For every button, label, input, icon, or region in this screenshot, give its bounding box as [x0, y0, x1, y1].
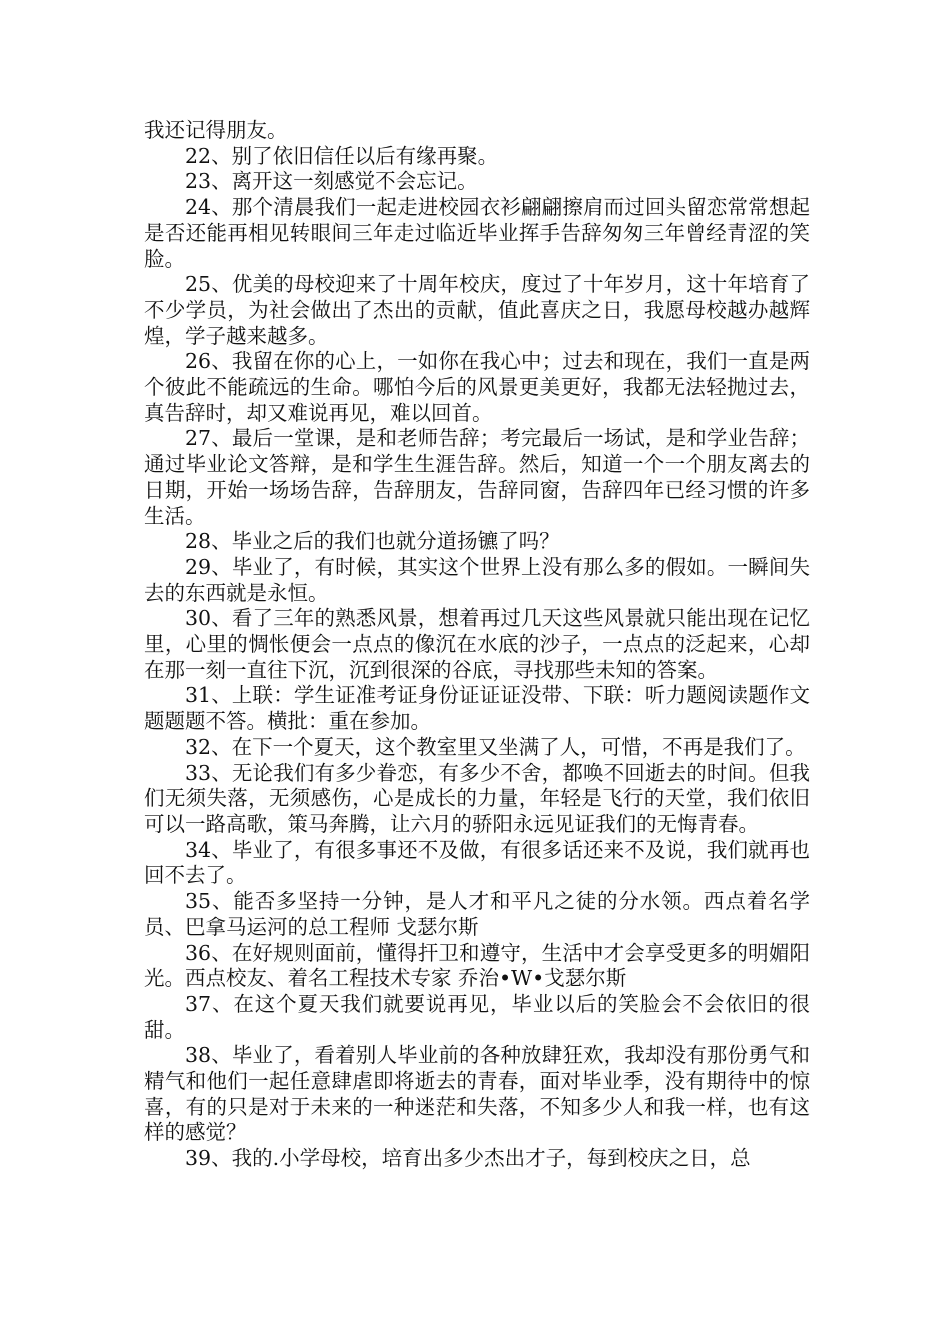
paragraph-34: 34、毕业了，有很多事还不及做，有很多话还来不及说，我们就再也回不去了。: [144, 837, 810, 888]
paragraph-36: 36、在好规则面前，懂得扞卫和遵守，生活中才会享受更多的明媚阳光。西点校友、着名工程技术专家 乔治•W•戈瑟尔斯: [144, 940, 810, 991]
paragraph-28: 28、毕业之后的我们也就分道扬镳了吗？: [185, 529, 560, 554]
paragraph-39: 39、我的.小学母校，培育出多少杰出才子，每到校庆之日，总: [185, 1146, 751, 1171]
paragraph-continuation: 我还记得朋友。: [144, 118, 288, 142]
paragraph-22: 22、别了依旧信任以后有缘再聚。: [185, 143, 499, 168]
paragraph-31: 31、上联：学生证准考证身份证证证没带、下联：听力题阅读题作文题题题不答。横批：重在参加。: [144, 683, 810, 734]
paragraph-37: 37、在这个夏天我们就要说再见，毕业以后的笑脸会不会依旧的很甜。: [144, 991, 810, 1042]
paragraph-30: 30、看了三年的熟悉风景，想着再过几天这些风景就只能出现在记忆里，心里的惆怅便会一点点的像沉在水底的沙子，一点点的泛起来，心却在那一刻一直往下沉，沉到很深的谷底，寻找那些未知的答案。: [144, 606, 810, 682]
paragraph-24: 24、那个清晨我们一起走进校园衣衫翩翩擦肩而过回头留恋常常想起是否还能再相见转眼间三年走过临近毕业挥手告辞匆匆三年曾经青涩的笑脸。: [144, 195, 810, 271]
paragraph-35: 35、能否多坚持一分钟，是人才和平凡之徒的分水领。西点着名学员、巴拿马运河的总工程师 戈瑟尔斯: [144, 889, 810, 939]
paragraph-26: 26、我留在你的心上，一如你在我心中；过去和现在，我们一直是两个彼此不能疏远的生命。哪怕今后的风景更美更好，我都无法轻抛过去，真告辞时，却又难说再见，难以回首。: [144, 349, 810, 425]
paragraph-23: 23、离开这一刻感觉不会忘记。: [185, 169, 478, 194]
paragraph-32: 32、在下一个夏天，这个教室里又坐满了人，可惜，不再是我们了。: [185, 734, 806, 759]
paragraph-33: 33、无论我们有多少眷恋，有多少不舍，都唤不回逝去的时间。但我们无须失落，无须感伤，心是成长的力量，年轻是飞行的天堂，我们依旧可以一路高歌，策马奔腾，让六月的骄阳永远见证我们的无悔青春。: [144, 760, 810, 836]
document-page: [144, 118, 810, 1172]
paragraph-38: 38、毕业了，看着别人毕业前的各种放肆狂欢，我却没有那份勇气和精气和他们一起任意肆虐即将逝去的青春，面对毕业季，没有期待中的惊喜，有的只是对于未来的一种迷茫和失落，不知多少人和我一样，也有这样的感觉？: [144, 1043, 810, 1145]
paragraph-27: 27、最后一堂课，是和老师告辞；考完最后一场试，是和学业告辞；通过毕业论文答辩，是和学生生涯告辞。然后，知道一个一个朋友离去的日期，开始一场场告辞，告辞朋友，告辞同窗，告辞四年已经习惯的许多生活。: [144, 426, 810, 528]
paragraph-25: 25、优美的母校迎来了十周年校庆，度过了十年岁月，这十年培育了不少学员，为社会做出了杰出的贡献，值此喜庆之日，我愿母校越办越辉煌，学子越来越多。: [144, 272, 810, 348]
paragraph-29: 29、毕业了，有时候，其实这个世界上没有那么多的假如。一瞬间失去的东西就是永恒。: [144, 554, 810, 605]
